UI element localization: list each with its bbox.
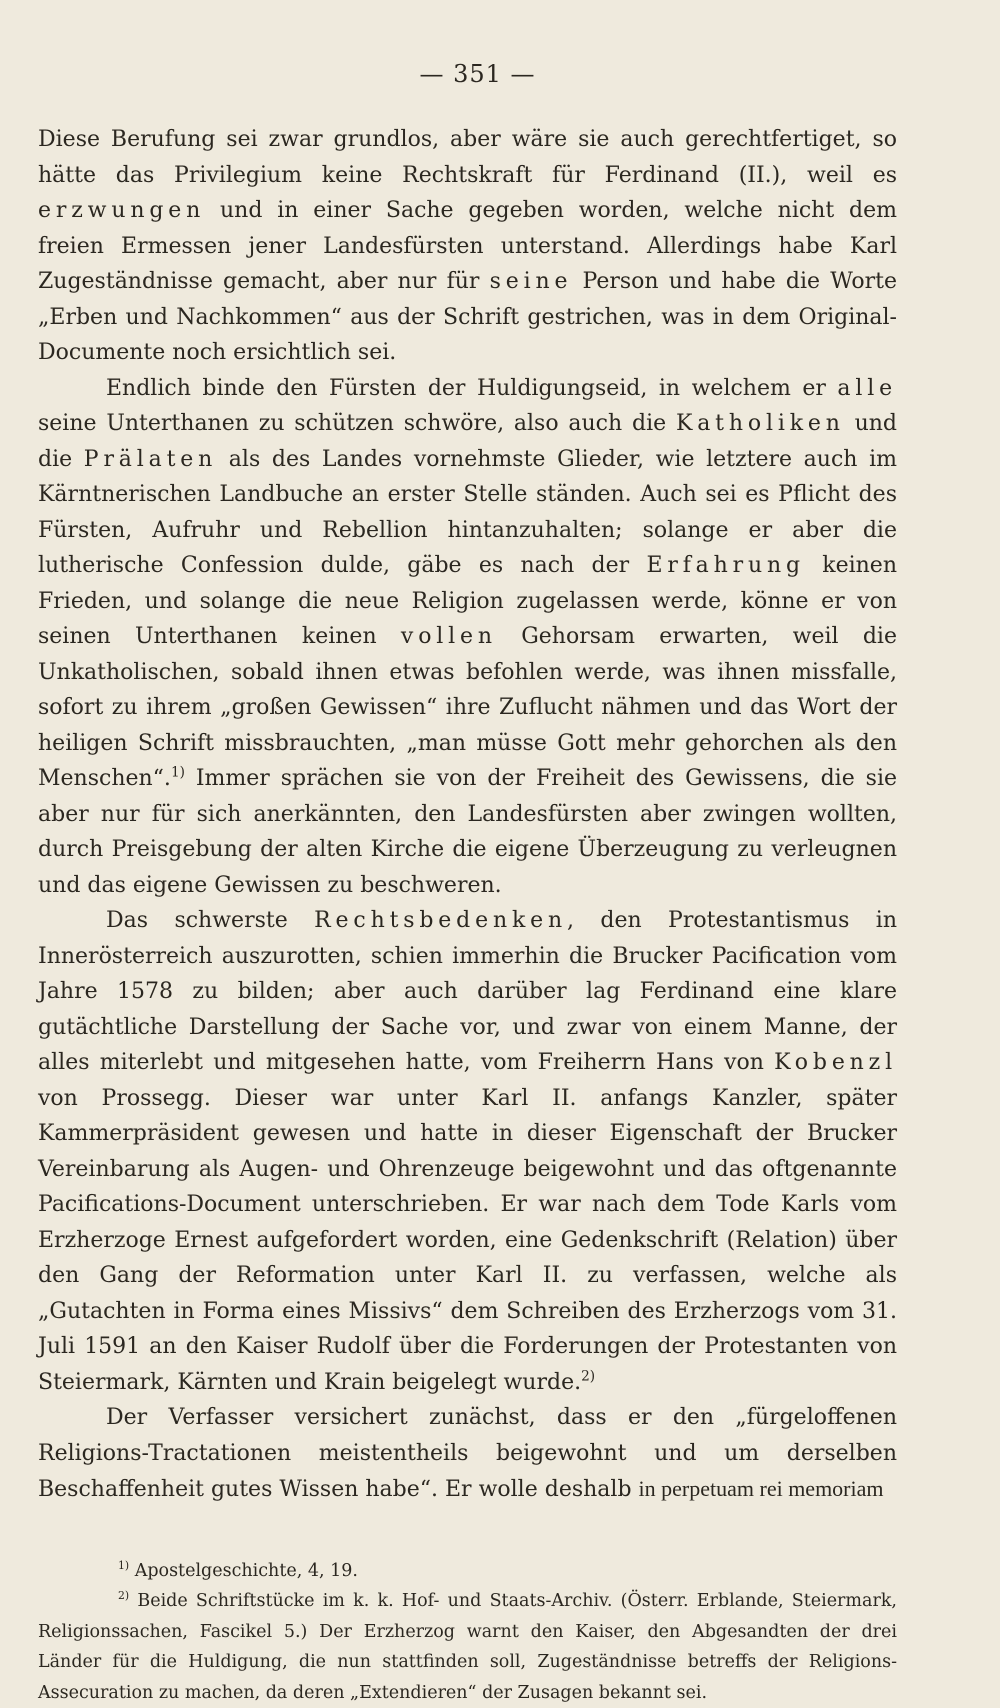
footnote-text: Beide Schriftstücke im k. k. Hof- und Staats-Archiv. (Österr. Erblande, Steiermark, Religionssachen, Fascikel 5.) Der Erzherzog warnt den Kaiser, den Abgesandten der drei Länder für die Huldigung, die nun stattfinden soll, Zugeständnisse betreffs der Religions-Assecuration zu machen, da deren „Extendieren“ der Zusagen bekannt sei.	[38, 1591, 897, 1703]
spaced-emphasis: seine	[490, 269, 573, 294]
spaced-emphasis: Katholiken	[676, 411, 845, 436]
footnote-2	[38, 1586, 897, 1708]
text-run: keinen Frieden, und solange die neue Religion zugelassen werde, könne er von seinen Unterthanen keinen	[38, 553, 897, 649]
paragraph-2	[38, 371, 897, 904]
text-run: Das schwerste	[106, 908, 314, 933]
text-run: Der Verfasser versichert zunächst, dass er den „fürgeloffenen Religions-Tractationen meistentheils beigewohnt und um derselben Beschaffenheit gutes Wissen habe“. Er wolle deshalb	[38, 1405, 897, 1502]
spaced-emphasis: Erfahrung	[646, 553, 805, 578]
text-run: Person und habe die Worte „Erben und Nachkommen“ aus der Schrift gestrichen, was in dem Original-Documente noch ersichtlich sei.	[38, 269, 897, 365]
footnote-1	[38, 1556, 897, 1587]
text-run: von Prossegg. Dieser war unter Karl II. anfangs Kanzler, später Kammerpräsident gewesen und hatte in dieser Eigenschaft der Brucker Vereinbarung als Augen- und Ohrenzeuge beigewohnt und das oftgenannte Pacifications-Document unterschrieben. Er war nach dem Tode Karls vom Erzherzoge Ernest aufgefordert worden, eine Gedenkschrift (Relation) über den Gang der Reformation unter Karl II. zu verfassen, welche als „Gutachten in Forma eines Missivs“ dem Schreiben des Erzherzogs vom 31. Juli 1591 an den Kaiser Rudolf über die Forderungen der Protestanten von Steiermark, Kärnten und Krain beigelegt wurde.	[38, 1086, 897, 1395]
text-run: Endlich binde den Fürsten der Huldigungseid, in welchem er	[106, 376, 837, 401]
footnote-ref-1: 1)	[171, 765, 185, 781]
spaced-emphasis: alle	[837, 376, 897, 401]
text-run: Diese Berufung sei zwar grundlos, aber wäre sie auch gerechtfertiget, so hätte das Privilegium keine Rechtskraft für Ferdinand (II.), weil es	[38, 127, 897, 188]
text-run: und in einer Sache gegeben worden, welche nicht dem freien Ermessen jener Landesfürsten unterstand. Allerdings habe Karl Zugeständnisse gemacht, aber nur für	[38, 198, 897, 294]
spaced-emphasis: Rechtsbedenken	[314, 908, 567, 933]
latin-phrase: in perpetuam rei memoriam	[639, 1476, 884, 1501]
text-run: Immer sprächen sie von der Freiheit des Gewissens, die sie aber nur für sich anerkännten, den Landesfürsten aber zwingen wollten, durch Preisgebung der alten Kirche die eigene Überzeugung zu verleugnen und das eigene Gewissen zu beschweren.	[38, 766, 897, 898]
text-run: seine Unterthanen zu schützen schwöre, also auch die	[38, 411, 676, 436]
text-run: und die	[38, 411, 897, 472]
spaced-emphasis: Kobenzl	[774, 1050, 897, 1075]
text-run: als des Landes vornehmste Glieder, wie letztere auch im Kärntnerischen Landbuche an erster Stelle ständen. Auch sei es Pflicht des Fürsten, Aufruhr und Rebellion hintanzuhalten; solange er aber die lutherische Confession dulde, gäbe es nach der	[38, 447, 897, 579]
paragraph-1	[38, 122, 897, 371]
text-run: Gehorsam erwarten, weil die Unkatholischen, sobald ihnen etwas befohlen werde, was ihnen missfalle, sofort zu ihrem „großen Gewissen“ ihre Zuflucht nähmen und das Wort der heiligen Schrift missbrauchten, „man müsse Gott mehr gehorchen als den Menschen“.	[38, 624, 897, 791]
footnotes	[38, 1556, 897, 1708]
paragraph-3	[38, 903, 897, 1400]
footnote-text: Apostelgeschichte, 4, 19.	[129, 1561, 358, 1581]
page-number: — 351 —	[38, 60, 897, 88]
text-run: , den Protestantismus in Innerösterreich auszurotten, schien immerhin die Brucker Pacification vom Jahre 1578 zu bilden; aber auch darüber lag Ferdinand eine klare gutächtliche Darstellung der Sache vor, und zwar von einem Manne, der alles miterlebt und mitgesehen hatte, vom Freiherrn Hans von	[38, 908, 897, 1075]
spaced-emphasis: vollen	[401, 624, 497, 649]
spaced-emphasis: Prälaten	[84, 447, 217, 472]
footnote-ref-2: 2)	[581, 1368, 595, 1384]
main-text	[38, 122, 897, 1508]
footnote-mark: 1)	[118, 1559, 129, 1572]
footnote-mark: 2)	[118, 1589, 129, 1602]
spaced-emphasis: erzwungen	[38, 198, 205, 223]
paragraph-4	[38, 1400, 897, 1508]
